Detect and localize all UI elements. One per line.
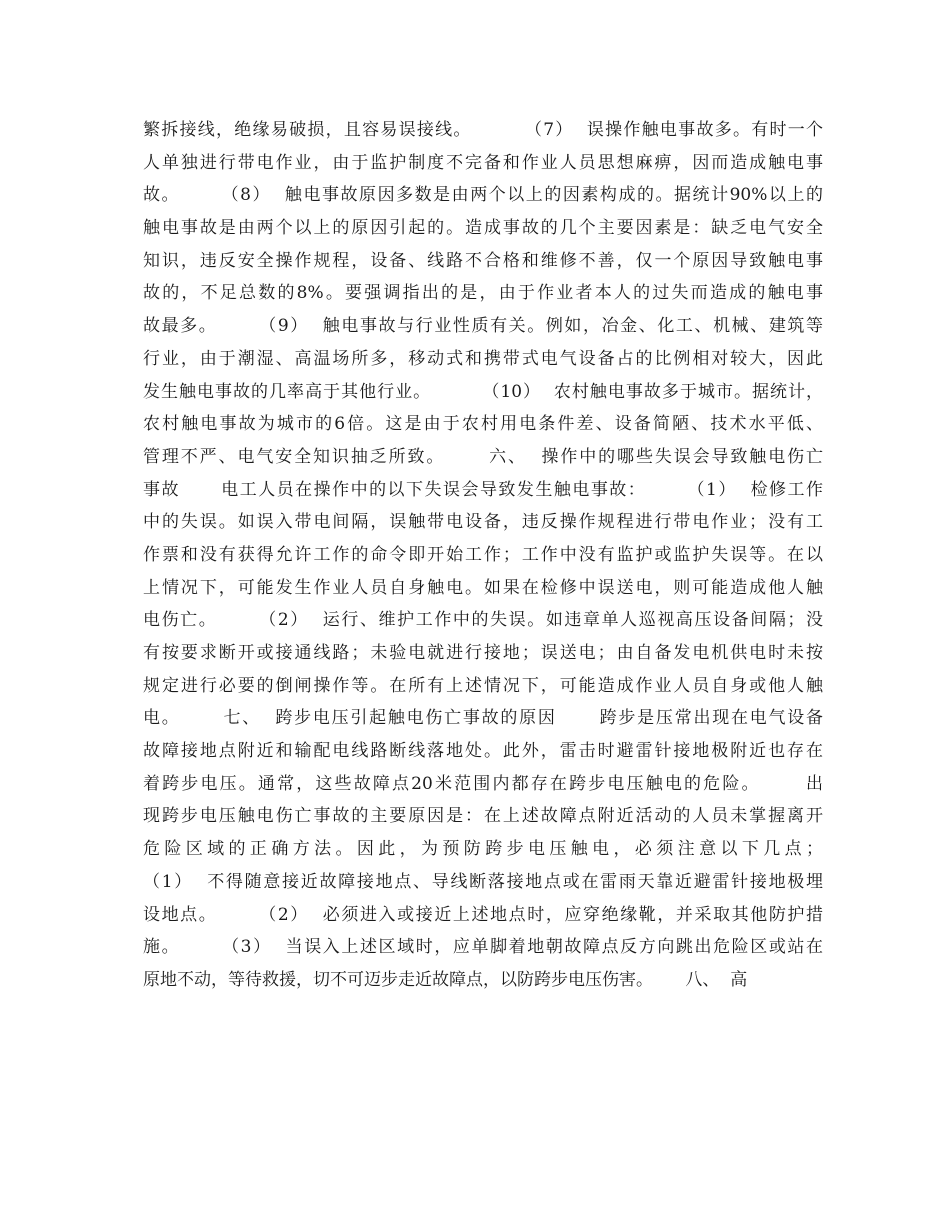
text-line: 施。 （3） 当误入上述区域时，应单脚着地朝故障点反方向跳出危险区或站在 [143,937,823,958]
text-line: 管理不严、电气安全知识抽乏所致。 六、 操作中的哪些失误会导致触电伤亡 [143,446,823,467]
text-line: 故的，不足总数的8%。要强调指出的是，由于作业者本人的过失而造成的触电事 [143,283,823,304]
text-line: 人单独进行带电作业，由于监护制度不完备和作业人员思想麻痹，因而造成触电事 [143,152,823,173]
text-line: 作票和没有获得允许工作的命令即开始工作；工作中没有监护或监护失误等。在以 [143,544,823,565]
text-line: 中的失误。如误入带电间隔，误触带电设备，违反操作规程进行带电作业；没有工 [143,512,823,533]
text-line: 农村触电事故为城市的6倍。这是由于农村用电条件差、设备简陋、技术水平低、 [143,414,823,435]
text-line: 故。 （8） 触电事故原因多数是由两个以上的因素构成的。据统计90%以上的 [143,185,823,206]
text-line: 电。 七、 跨步电压引起触电伤亡事故的原因 跨步是压常出现在电气设备 [143,708,823,729]
text-line: 发生触电事故的几率高于其他行业。 （10） 农村触电事故多于城市。据统计， [143,381,823,402]
body-text [143,114,823,997]
text-line: 现跨步电压触电伤亡事故的主要原因是：在上述故障点附近活动的人员未掌握离开 [143,806,823,827]
text-line: （1） 不得随意接近故障接地点、导线断落接地点或在雷雨天靠近避雷针接地极埋 [143,871,823,892]
text-line: 事故 电工人员在操作中的以下失误会导致发生触电事故： （1） 检修工作 [143,479,823,500]
text-line: 规定进行必要的倒闸操作等。在所有上述情况下，可能造成作业人员自身或他人触 [143,675,823,696]
text-line: 电伤亡。 （2） 运行、维护工作中的失误。如违章单人巡视高压设备间隔；没 [143,610,823,631]
text-line: 触电事故是由两个以上的原因引起的。造成事故的几个主要因素是：缺乏电气安全 [143,218,823,239]
text-line: 设地点。 （2） 必须进入或接近上述地点时，应穿绝缘靴，并采取其他防护措 [143,904,823,925]
text-line: 着跨步电压。通常，这些故障点20米范围内都存在跨步电压触电的危险。 出 [143,773,823,794]
text-line: 知识，违反安全操作规程，设备、线路不合格和维修不善，仅一个原因导致触电事 [143,250,823,271]
text-line: 繁拆接线，绝缘易破损，且容易误接线。 （7） 误操作触电事故多。有时一个 [143,120,823,140]
text-line: 原地不动，等待救援，切不可迈步走近故障点，以防跨步电压伤害。 八、 高 [143,969,748,990]
text-line: 有按要求断开或接通线路；未验电就进行接地；误送电；由自备发电机供电时未按 [143,643,823,663]
text-line: 故障接地点附近和输配电线路断线落地处。此外，雷击时避雷针接地极附近也存在 [143,741,823,762]
text-line: 行业，由于潮湿、高温场所多，移动式和携带式电气设备占的比例相对较大，因此 [143,348,823,369]
text-line: 故最多。 （9） 触电事故与行业性质有关。例如，冶金、化工、机械、建筑等 [143,316,823,337]
text-line: 上情况下，可能发生作业人员自身触电。如果在检修中误送电，则可能造成他人触 [143,577,823,598]
text-line: 危险区域的正确方法。因此，为预防跨步电压触电，必须注意以下几点； [143,839,823,860]
